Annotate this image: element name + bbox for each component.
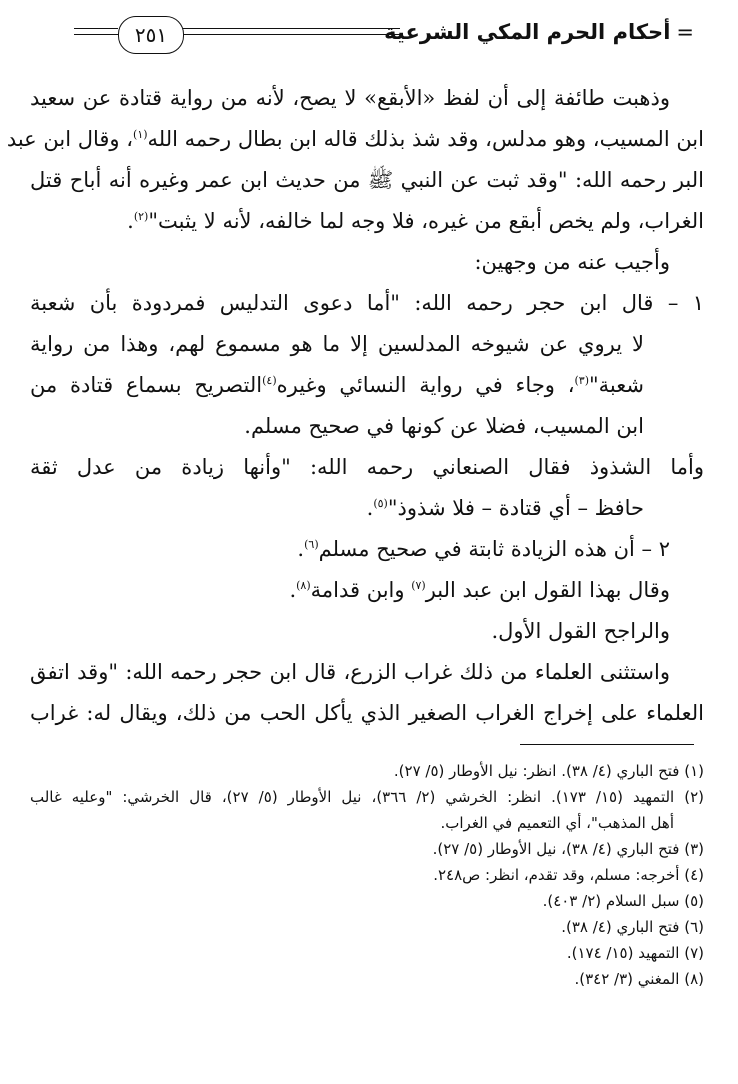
text-run: حافظ – أي قتادة – فلا شذوذ": [387, 496, 644, 520]
text-run: ٢ – أن هذه الزيادة ثابتة في صحيح مسلم: [318, 537, 670, 561]
text-run: العلماء على إخراج الغراب الصغير الذي يأكل الحب من ذلك، ويقال له: غراب: [30, 701, 704, 725]
paragraph-line: [6, 119, 704, 160]
text-run: .: [289, 578, 297, 602]
header-title: =أحكام الحرم المكي الشرعية: [384, 20, 694, 44]
text-run: وابن قدامة: [310, 578, 412, 602]
footnote-ref: (١): [133, 128, 148, 141]
text-run: وأما الشذوذ فقال الصنعاني رحمه الله: "وأنها زيادة من عدل ثقة: [30, 455, 704, 479]
text-run: وقال بهذا القول ابن عبد البر: [425, 578, 670, 602]
footnote-ref: (٢): [133, 210, 149, 223]
page-number-badge: [118, 16, 184, 54]
paragraph-line: [30, 78, 704, 119]
footnotes: [30, 758, 704, 992]
text-run: شعبة": [589, 373, 644, 397]
text-run: .: [297, 537, 305, 561]
paragraph-line: [30, 324, 704, 365]
text-run: ابن المسيب، فضلا عن كونها في صحيح مسلم.: [244, 414, 644, 438]
text-run: وأجيب عنه من وجهين:: [474, 250, 670, 274]
footnote: (٧) التمهيد (١٥/ ١٧٤).: [566, 944, 704, 962]
paragraph-line: [30, 611, 704, 652]
text-run: ١ – قال ابن حجر رحمه الله: "أما دعوى التدليس فمردودة بأن شعبة: [30, 291, 704, 315]
paragraph-line: [30, 652, 704, 693]
text-run: الغراب، ولم يخص أبقع من غيره، فلا وجه لما خالفه، لأنه لا يثبت": [148, 209, 704, 233]
footnote-ref: (٣): [574, 374, 590, 387]
text-run: والراجح القول الأول.: [491, 619, 670, 643]
text-run: ، وجاء في رواية النسائي وغيره: [276, 373, 575, 397]
footnote-ref: (٦): [304, 538, 319, 551]
text-run: لا يروي عن شيوخه المدلسين إلا ما هو مسموع لهم، وهذا من رواية: [30, 332, 644, 356]
paragraph-line: [30, 242, 704, 283]
footnote-ref: (٥): [373, 497, 388, 510]
footnote: (٤) أخرجه: مسلم، وقد تقدم، انظر: ص٢٤٨.: [433, 866, 704, 884]
main-text: [6, 78, 705, 734]
footnote-ref: (٨): [296, 579, 311, 592]
paragraph-line: [30, 160, 704, 201]
paragraph-line: [30, 529, 704, 570]
header-rule: [74, 28, 118, 29]
text-run: .: [127, 209, 134, 233]
paragraph-line: [30, 201, 704, 242]
header-rule: [74, 34, 118, 35]
paragraph-line: [30, 283, 704, 324]
running-header: [74, 14, 694, 60]
text-run: ابن المسيب، وهو مدلس، وقد شذ بذلك قاله ابن بطال رحمه الله: [147, 127, 704, 151]
footnote-continuation: أهل المذهب"، أي التعميم في الغراب.: [440, 814, 674, 832]
footnote-ref: (٧): [411, 579, 426, 592]
paragraph-line: [30, 365, 704, 406]
footnote: (١) فتح الباري (٤/ ٣٨). انظر: نيل الأوطار (٥/ ٢٧).: [393, 762, 704, 780]
footnote: (٨) المغني (٣/ ٣٤٢).: [574, 970, 704, 988]
text-run: التصريح بسماع قتادة من: [30, 373, 263, 397]
header-rule: [182, 34, 400, 35]
paragraph-line: [30, 570, 704, 611]
footnote: (٥) سبل السلام (٢/ ٤٠٣).: [542, 892, 704, 910]
text-run: واستثنى العلماء من ذلك غراب الزرع، قال ابن حجر رحمه الله: "وقد اتفق: [30, 660, 670, 684]
paragraph-line: [30, 447, 704, 488]
footnote-ref: (٤): [262, 374, 277, 387]
header-rule: [182, 28, 400, 29]
footnote: (٣) فتح الباري (٤/ ٣٨)، نيل الأوطار (٥/ ٢٧).: [432, 840, 704, 858]
paragraph-line: [30, 488, 704, 529]
text-run: .: [366, 496, 374, 520]
page-number: ٢٥١: [134, 23, 168, 47]
header-title-text: أحكام الحرم المكي الشرعية: [384, 20, 671, 44]
footnote: (٢) التمهيد (١٥/ ١٧٣). انظر: الخرشي (٢/ ٣٦٦)، نيل الأوطار (٥/ ٢٧)، قال الخرشي: "وعليه غالب: [30, 788, 705, 806]
text-run: ، وقال ابن عبد: [6, 127, 134, 151]
paragraph-line: [30, 693, 704, 734]
paragraph-line: [30, 406, 704, 447]
text-run: البر رحمه الله: "وقد ثبت عن النبي ﷺ من حديث ابن عمر وغيره أنه أباح قتل: [30, 168, 705, 192]
footnote: (٦) فتح الباري (٤/ ٣٨).: [561, 918, 704, 936]
text-run: وذهبت طائفة إلى أن لفظ «الأبقع» لا يصح، لأنه من رواية قتادة عن سعيد: [30, 86, 670, 110]
footnote-separator: [520, 744, 694, 745]
